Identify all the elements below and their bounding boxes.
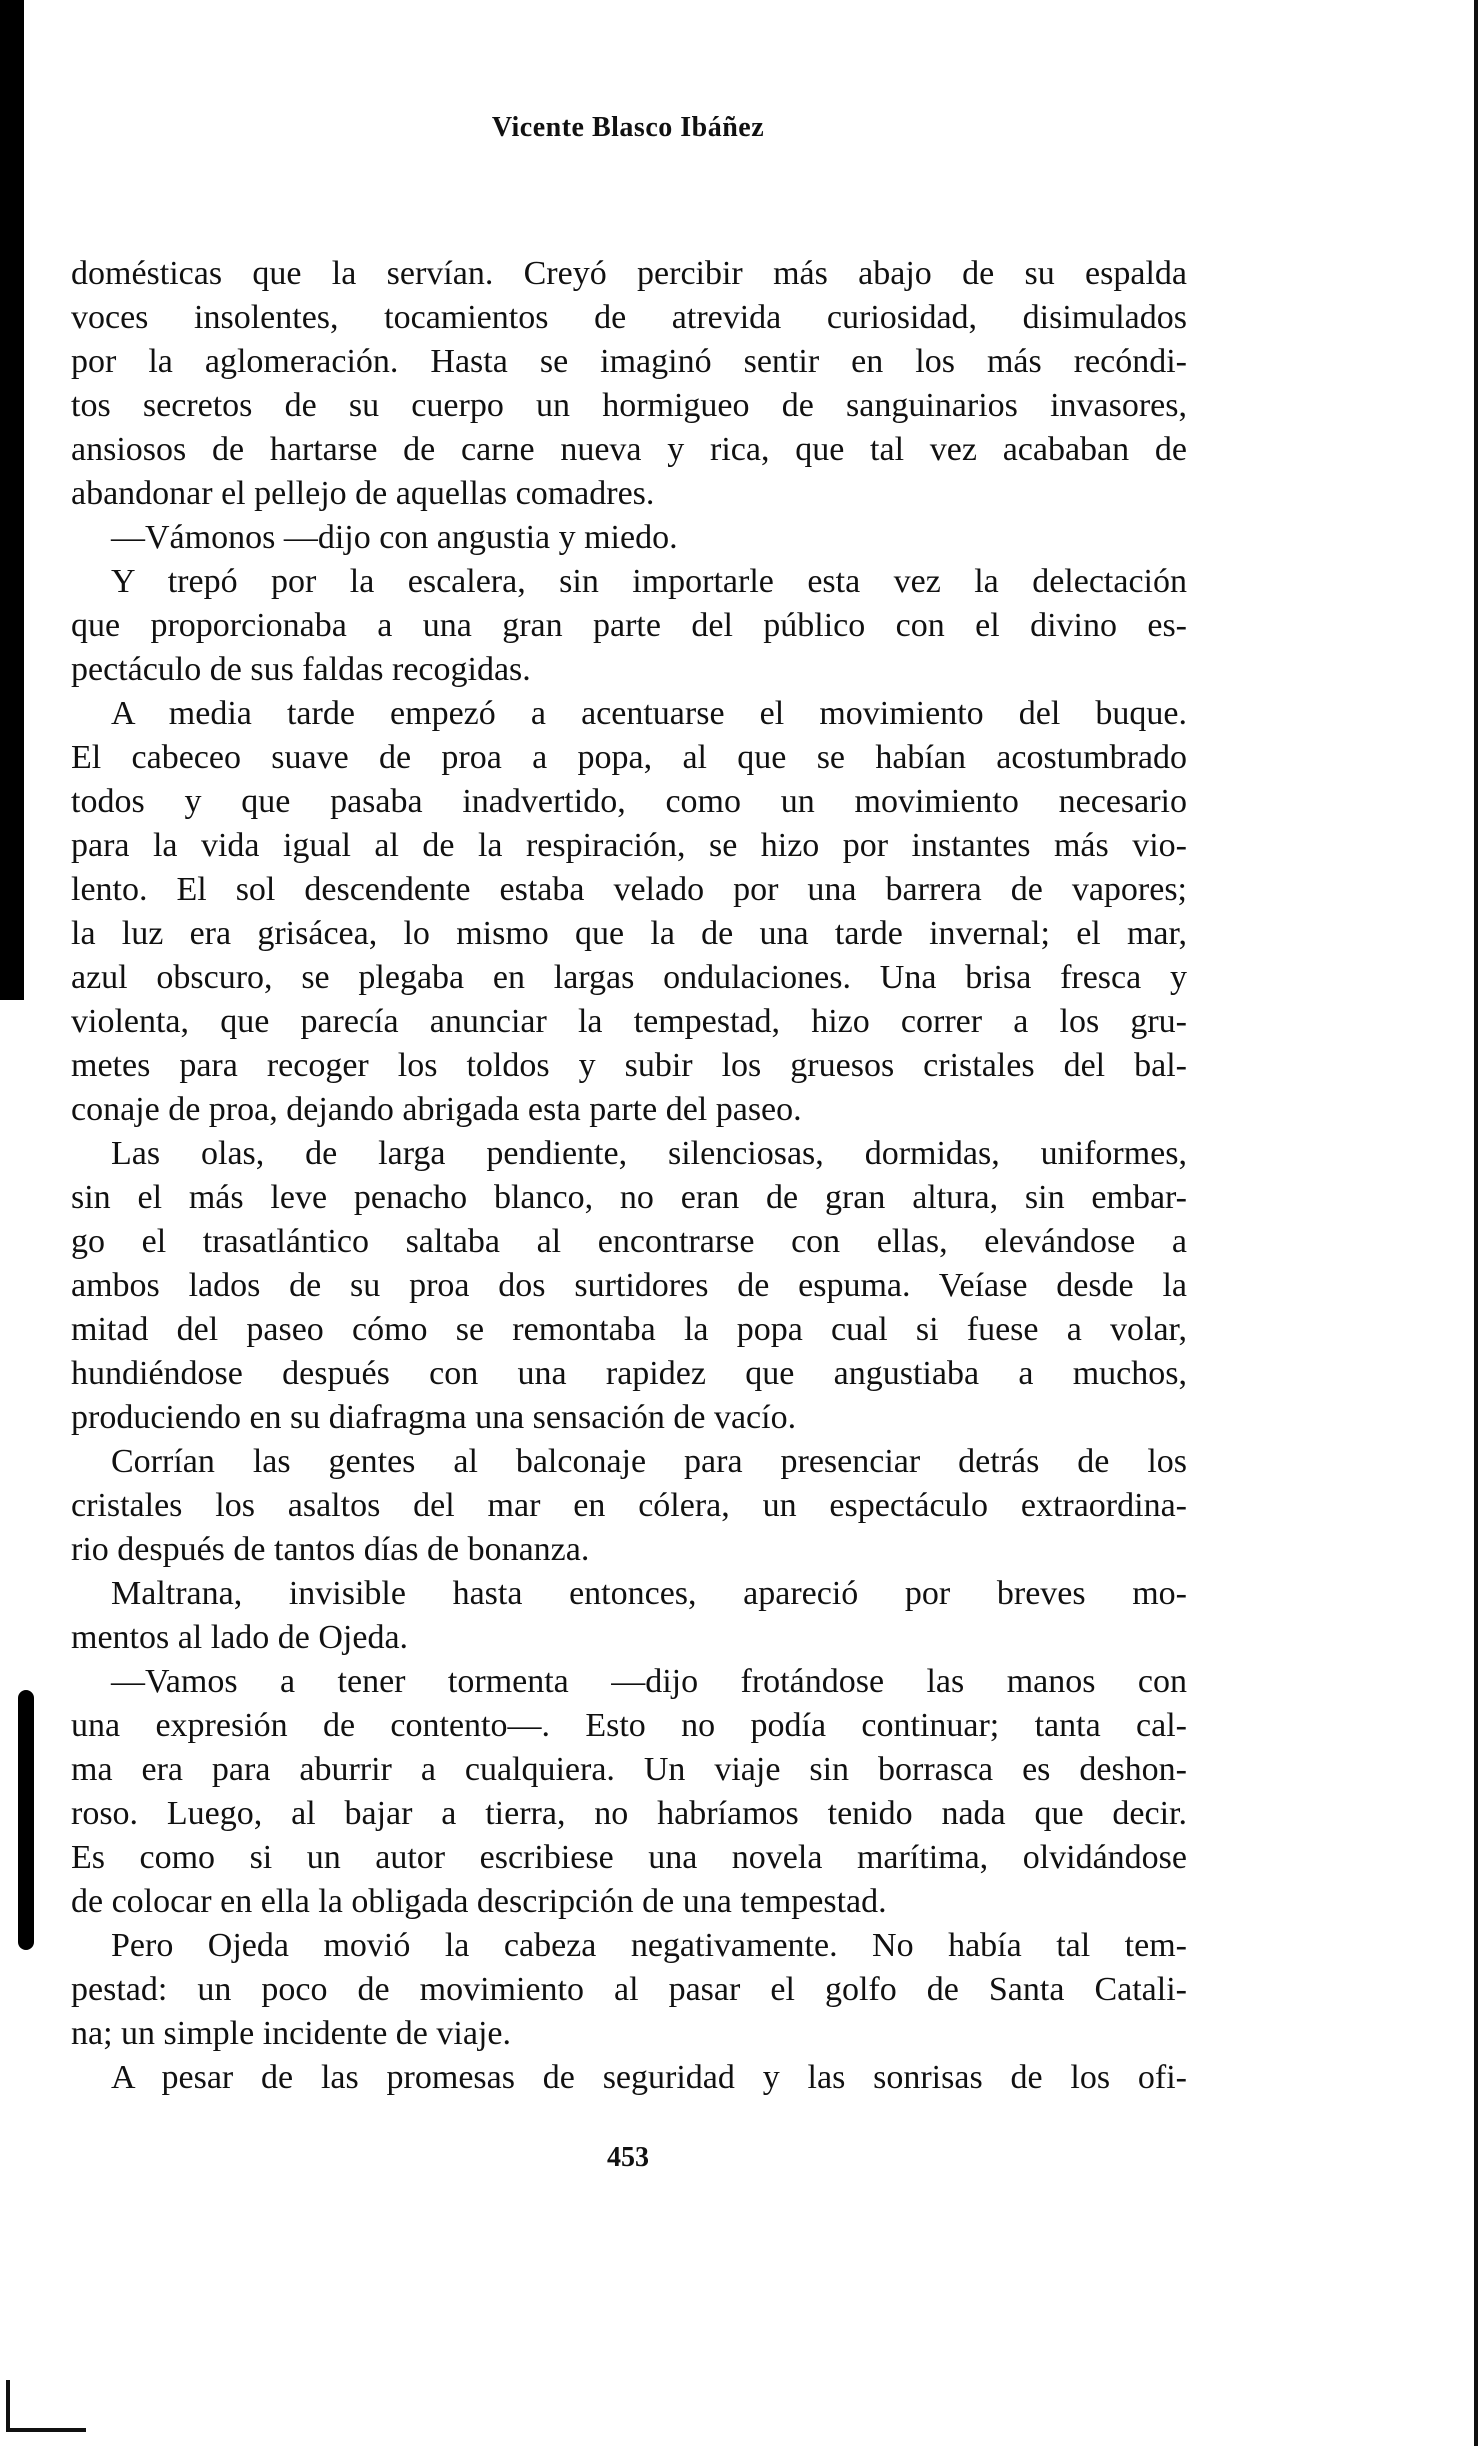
text-line: go el trasatlántico saltaba al encontrarse con ellas, elevándose a — [71, 1223, 1187, 1260]
text-line: —Vámonos —dijo con angustia y miedo. — [111, 519, 678, 556]
text-line: hundiéndose después con una rapidez que angustiaba a muchos, — [71, 1355, 1187, 1392]
scan-shadow-left-lower — [18, 1690, 34, 1950]
text-line: lento. El sol descendente estaba velado por una barrera de vapores; — [71, 871, 1187, 908]
text-line: ma era para aburrir a cualquiera. Un viaje sin borrasca es deshon- — [71, 1751, 1187, 1788]
text-line: —Vamos a tener tormenta —dijo frotándose las manos con — [111, 1663, 1187, 1700]
text-line: A pesar de las promesas de seguridad y las sonrisas de los ofi- — [111, 2059, 1187, 2096]
page-body-text — [71, 252, 1187, 2100]
text-line: voces insolentes, tocamientos de atrevida curiosidad, disimulados — [71, 299, 1187, 336]
text-line: conaje de proa, dejando abrigada esta parte del paseo. — [71, 1091, 802, 1128]
text-line: Y trepó por la escalera, sin importarle esta vez la delectación — [111, 563, 1187, 600]
text-line: domésticas que la servían. Creyó percibir más abajo de su espalda — [71, 255, 1187, 292]
page-number: 453 — [607, 2142, 649, 2173]
text-line: azul obscuro, se plegaba en largas ondulaciones. Una brisa fresca y — [71, 959, 1187, 996]
text-line: abandonar el pellejo de aquellas comadres. — [71, 475, 655, 512]
text-line: la luz era grisácea, lo mismo que la de una tarde invernal; el mar, — [71, 915, 1187, 952]
text-line: A media tarde empezó a acentuarse el movimiento del buque. — [111, 695, 1187, 732]
text-line: que proporcionaba a una gran parte del público con el divino es- — [71, 607, 1187, 644]
text-line: de colocar en ella la obligada descripción de una tempestad. — [71, 1883, 887, 1920]
text-line: una expresión de contento—. Esto no podía continuar; tanta cal- — [71, 1707, 1187, 1744]
text-line: Las olas, de larga pendiente, silenciosas, dormidas, uniformes, — [111, 1135, 1187, 1172]
scan-shadow-left — [0, 0, 24, 1000]
text-line: produciendo en su diafragma una sensación de vacío. — [71, 1399, 797, 1436]
text-line: para la vida igual al de la respiración, se hizo por instantes más vio- — [71, 827, 1187, 864]
text-line: na; un simple incidente de viaje. — [71, 2015, 511, 2052]
text-line: rio después de tantos días de bonanza. — [71, 1531, 590, 1568]
text-line: Maltrana, invisible hasta entonces, apareció por breves mo- — [111, 1575, 1187, 1612]
text-line: Es como si un autor escribiese una novela marítima, olvidándose — [71, 1839, 1187, 1876]
text-line: El cabeceo suave de proa a popa, al que se habían acostumbrado — [71, 739, 1187, 776]
scan-corner-mark-bottom — [6, 2428, 86, 2432]
scan-corner-mark — [6, 2380, 10, 2430]
text-line: cristales los asaltos del mar en cólera, un espectáculo extraordina- — [71, 1487, 1187, 1524]
text-line: roso. Luego, al bajar a tierra, no habríamos tenido nada que decir. — [71, 1795, 1187, 1832]
text-line: sin el más leve penacho blanco, no eran de gran altura, sin embar- — [71, 1179, 1187, 1216]
running-header: Vicente Blasco Ibáñez — [491, 112, 765, 143]
text-line: pectáculo de sus faldas recogidas. — [71, 651, 531, 688]
text-line: todos y que pasaba inadvertido, como un movimiento necesario — [71, 783, 1187, 820]
text-line: mentos al lado de Ojeda. — [71, 1619, 409, 1656]
text-line: Pero Ojeda movió la cabeza negativamente. No había tal tem- — [111, 1927, 1187, 1964]
text-line: ambos lados de su proa dos surtidores de espuma. Veíase desde la — [71, 1267, 1187, 1304]
text-line: Corrían las gentes al balconaje para presenciar detrás de los — [111, 1443, 1187, 1480]
text-line: metes para recoger los toldos y subir los gruesos cristales del bal- — [71, 1047, 1187, 1084]
text-line: ansiosos de hartarse de carne nueva y rica, que tal vez acababan de — [71, 431, 1187, 468]
text-line: tos secretos de su cuerpo un hormigueo de sanguinarios invasores, — [71, 387, 1187, 424]
scan-edge-right — [1474, 0, 1478, 2446]
text-line: mitad del paseo cómo se remontaba la popa cual si fuese a volar, — [71, 1311, 1187, 1348]
text-line: pestad: un poco de movimiento al pasar el golfo de Santa Catali- — [71, 1971, 1187, 2008]
text-line: por la aglomeración. Hasta se imaginó sentir en los más recóndi- — [71, 343, 1187, 380]
text-line: violenta, que parecía anunciar la tempestad, hizo correr a los gru- — [71, 1003, 1187, 1040]
